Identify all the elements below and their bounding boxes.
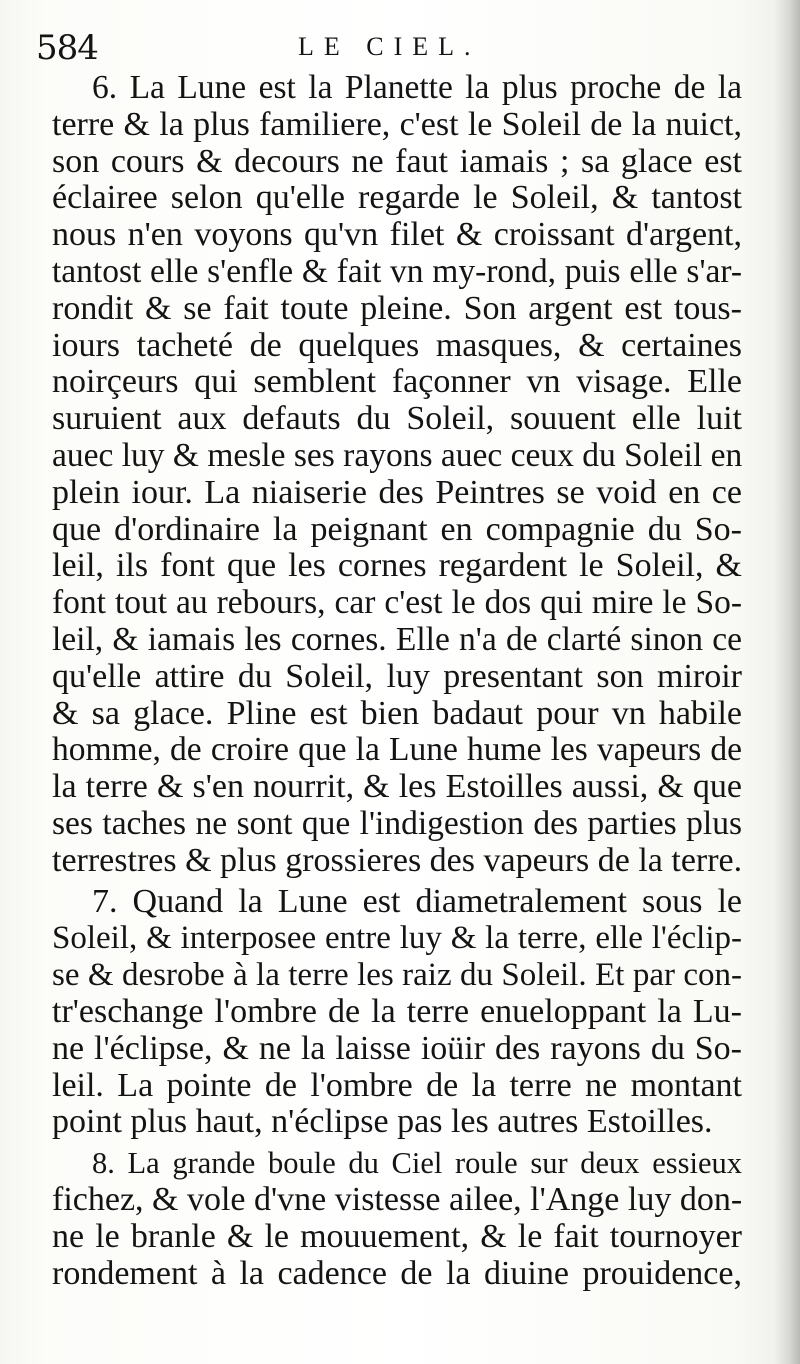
text-line: que d'ordinaire la peignant en compagnie du So-: [52, 510, 742, 548]
text-line: terre & la plus familiere, c'est le Soleil de la nuict,: [52, 105, 742, 143]
text-line: tantost elle s'enfle & fait vn my-rond, puis elle s'ar-: [52, 252, 742, 290]
page-header: [36, 26, 736, 66]
text-line: éclairee selon qu'elle regarde le Soleil, & tantost: [52, 179, 742, 217]
text-line: qu'elle attire du Soleil, luy presentant son miroir: [52, 657, 742, 695]
text-line: la terre & s'en nourrit, & les Estoilles aussi, & que: [52, 768, 742, 806]
text-line: 7. Quand la Lune est diametralement sous le: [92, 882, 742, 920]
text-line: noirçeurs qui semblent façonner vn visage. Elle: [52, 363, 742, 401]
text-line: nous n'en voyons qu'vn filet & croissant d'argent,: [52, 216, 742, 254]
page-number: 584: [36, 28, 98, 68]
text-line: point plus haut, n'éclipse pas les autres Estoilles.: [52, 1103, 713, 1141]
running-head: LE CIEL.: [298, 32, 481, 61]
text-line: leil, & iamais les cornes. Elle n'a de clarté sinon ce: [52, 620, 742, 658]
text-line: suruient aux defauts du Soleil, souuent elle luit: [52, 400, 742, 438]
text-line: rondement à la cadence de la diuine prouidence,: [52, 1254, 742, 1292]
text-line: 8. La grande boule du Ciel roule sur deux essieux: [92, 1146, 742, 1181]
text-line: fichez, & vole d'vne vistesse ailee, l'Ange luy don-: [52, 1180, 743, 1218]
body-text: [52, 70, 742, 1292]
gutter-shadow: [774, 0, 800, 1364]
text-line: terrestres & plus grossieres des vapeurs de la terre.: [52, 841, 743, 879]
text-line: rondit & se fait toute pleine. Son argent est tous-: [52, 289, 742, 327]
text-line: auec luy & mesle ses rayons auec ceux du Soleil en: [52, 436, 743, 474]
text-line: son cours & decours ne faut iamais ; sa glace est: [52, 142, 742, 180]
text-line: ne l'éclipse, & ne la laisse ioüir des rayons du So-: [52, 1029, 742, 1067]
text-line: Soleil, & interposee entre luy & la terre, elle l'éclip-: [52, 920, 742, 957]
text-line: plein iour. La niaiserie des Peintres se void en ce: [52, 473, 742, 511]
text-line: & sa glace. Pline est bien badaut pour vn habile: [52, 694, 742, 732]
text-line: leil. La pointe de l'ombre de la terre ne montant: [52, 1066, 742, 1104]
text-line: leil, ils font que les cornes regardent le Soleil, &: [52, 547, 742, 585]
text-line: 6. La Lune est la Planette la plus proche de la: [92, 69, 742, 106]
text-line: font tout au rebours, car c'est le dos qui mire le So-: [52, 584, 742, 622]
text-line: ne le branle & le mouuement, & le fait tournoyer: [52, 1217, 742, 1255]
text-line: se & desrobe à la terre les raiz du Soleil. Et par con-: [52, 957, 742, 994]
text-line: iours tacheté de quelques masques, & certaines: [52, 326, 742, 364]
text-line: tr'eschange l'ombre de la terre enueloppant la Lu-: [52, 992, 742, 1030]
text-line: ses taches ne sont que l'indigestion des parties plus: [52, 804, 742, 842]
text-line: homme, de croire que la Lune hume les vapeurs de: [52, 731, 742, 769]
